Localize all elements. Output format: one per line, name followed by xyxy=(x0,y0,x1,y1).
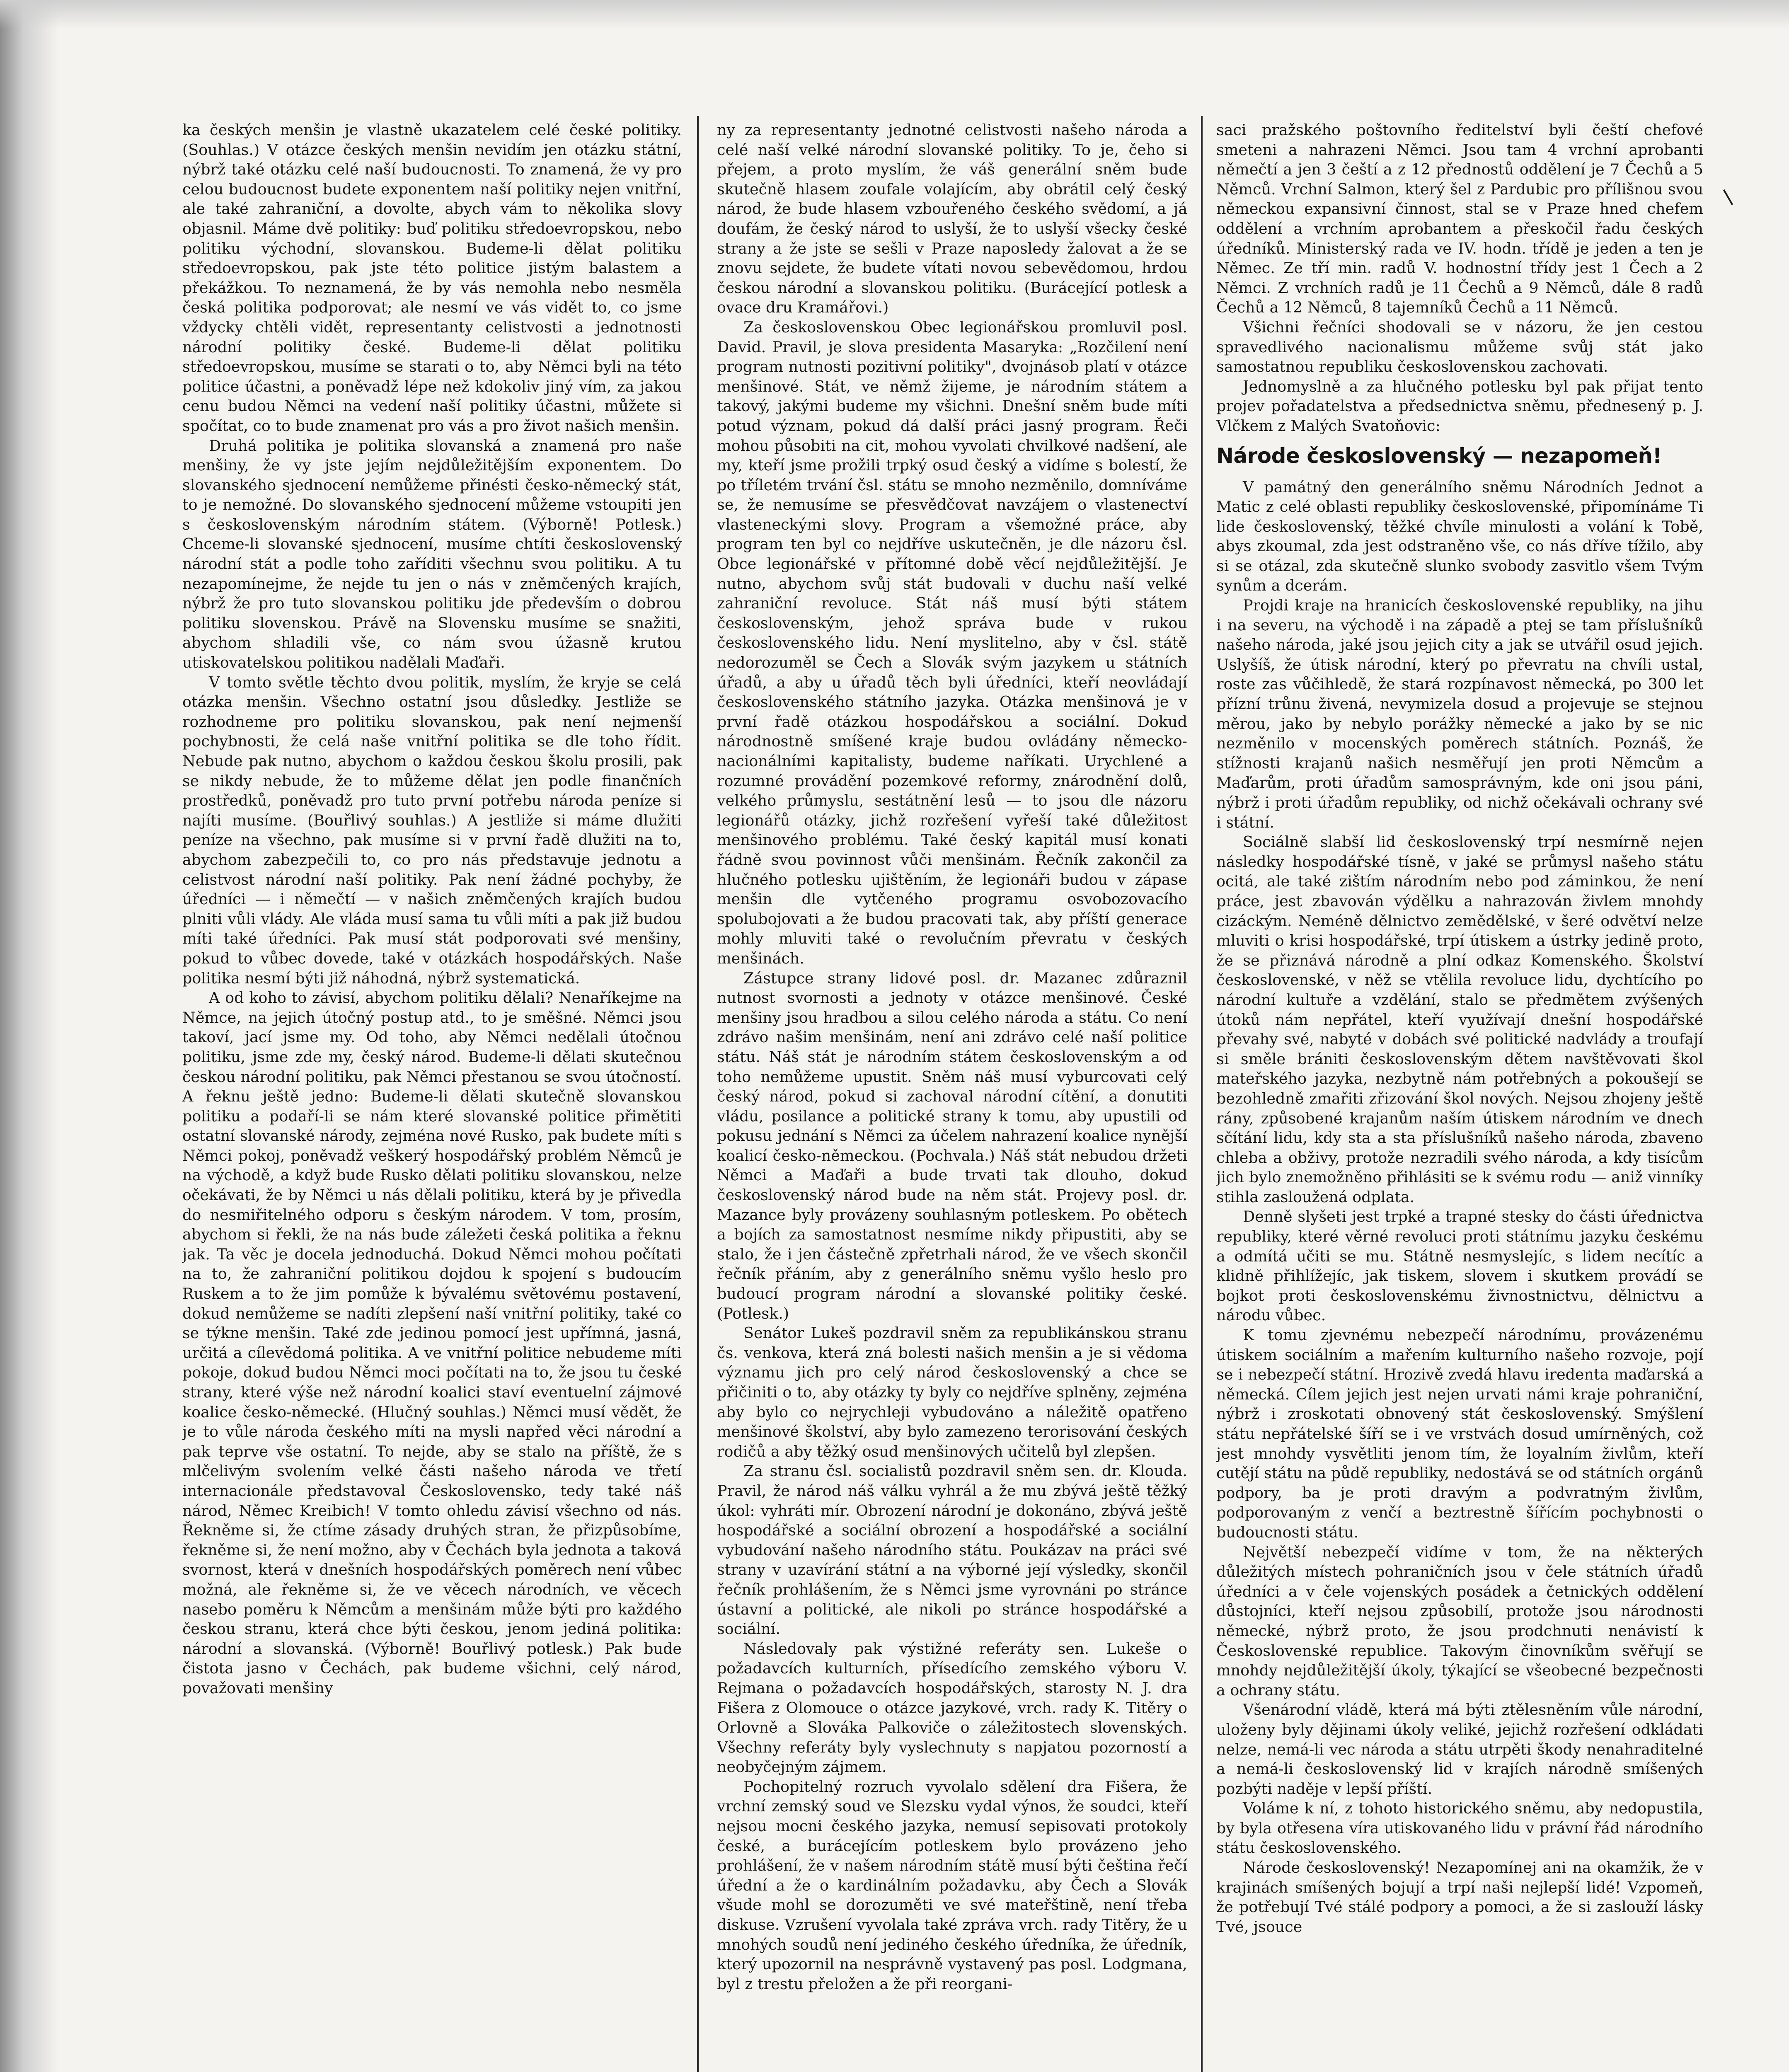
column-divider xyxy=(1201,116,1203,2072)
column-divider xyxy=(697,116,699,2072)
article-paragraph: Všenárodní vládě, která má býti ztělesněním vůle národní, uloženy byly dějinami úkoly veliké, jejichž rozřešení odkládati nelze, nemá-li vec národa a státu utrpěti škody nenahraditelné a nemá-li československý lid v krajích národně smíšených pozbýti naděje v lepší příští. xyxy=(1216,1701,1703,1798)
article-paragraph: Voláme k ní, z tohoto historického sněmu, aby nedopustila, by byla otřesena víra utiskovaného lidu v právní řád národního státu československého. xyxy=(1216,1799,1703,1857)
article-paragraph: Všichni řečníci shodovali se v názoru, že jen cestou spravedlivého nacionalismu můžeme svůj stát jako samostatnou republiku československou zachovati. xyxy=(1216,318,1703,376)
column-left xyxy=(182,120,682,2072)
article-paragraph: V památný den generálního sněmu Národních Jednot a Matic z celé oblasti republiky československé, připomínáme Ti lide československý, těžké chvíle minulosti a volání k Tobě, abys zkoumal, zda jest odstraněno vše, co nás dříve tížilo, aby si se otázal, zda skutečně slunko svobody zasvitlo všem Tvým synům a dcerám. xyxy=(1216,478,1703,595)
article-paragraph: Největší nebezpečí vidíme v tom, že na některých důležitých místech pohraničních jsou v čele státních úřadů úředníci a v čele vojenských posádek a četnických oddělení důstojníci, kteří nejsou způsobilí, protože jsou národnosti německé, nýbrž proto, že jsou prodchnuti nenávistí k Československé republice. Takovým činovníkům svěřují se mnohdy nejdůležitější úkoly, týkající se všeobecné bezpečnosti a ochrany státu. xyxy=(1216,1543,1703,1699)
scan-shadow-top xyxy=(0,0,1789,29)
article-paragraph: A od koho to závisí, abychom politiku dělali? Nenaříkejme na Němce, na jejich útočný postup atd., to je směšné. Němci jsou takoví, jací jsme my. Od toho, aby Němci nedělali útočnou politiku, jsme zde my, český národ. Budeme-li dělati skutečnou českou národní politiku, pak Němci přestanou se svou útočností. A řeknu ještě jedno: Budeme-li dělati skutečně slovanskou politiku a podaří-li se nám které slovanské politice přimětiti ostatní slovanské národy, zejména nové Rusko, pak budete míti s Němci pokoj, poněvadž veškerý hospodářský problém Němců je na východě, a když bude Rusko dělati politiku slovanskou, nelze očekávati, že by Němci u nás dělali politiku, která by je přivedla do nesmiřitelného odporu s českým národem. V tom, prosím, abychom si řekli, že na nás bude záležeti česká politika a řeknu jak. Ta věc je docela jednoduchá. Dokud Němci mohou počítati na to, že zahraniční politikou dojdou k spojení s budoucím Ruskem a to že jim pomůže k bývalému světovému postavení, dokud nemůžeme se nadíti zlepšení naší vnitřní politiky, také co se týkne menšin. Také zde jedinou pomocí jest upřímná, jasná, určitá a cílevědomá politika. A ve vnitřní politice nebudeme míti pokoje, dokud budou Němci moci počítati na to, že jsou tu české strany, které výše než národní koalici staví eventuelní zájmové koalice česko-německé. (Hlučný souhlas.) Němci musí vědět, že je to vůle národa českého míti na mysli napřed věci národní a pak teprve vše ostatní. To nejde, aby se stalo na příště, že s mlčelivým svolením velké části našeho národa ve třetí internacionále představoval Československo, tedy také náš národ, Němec Kreibich! V tomto ohledu závisí všechno od nás. Řekněme si, že ctíme zásady druhých stran, že přizpůsobíme, řekněme si, že není možno, aby v Čechách byla jednota a taková svornost, která v dnešních hospodářských poměrech není vůbec možná, ale řekněme si, že ve věcech národních, ve věcech nasebo poměru k Němcům a menšinám může býti pro každého českou stranu, která chce býti českou, jenom jediná politika: národní a slovanská. (Výborně! Bouřlivý potlesk.) Pak bude čistota jasno v Čechách, pak budeme všichni, celý národ, považovati menšiny xyxy=(182,989,682,1697)
column-right xyxy=(1216,120,1703,2072)
article-paragraph: Denně slyšeti jest trpké a trapné stesky do části úřednictva republiky, které věrné revoluci proti státnímu jazyku českému a odmítá učiti se mu. Státně nesmyslejíc, s lidem necítíc a klidně přihlížejíc, jak tiskem, slovem i skutkem provádí se bojkot proti československému živnostnictvu, dělnictvu a národu vůbec. xyxy=(1216,1208,1703,1324)
ink-stroke xyxy=(1723,189,1733,205)
article-paragraph: K tomu zjevnému nebezpečí národnímu, provázenému útiskem sociálním a mařením kulturního našeho rozvoje, pojí se i nebezpečí státní. Hrozivě zvedá hlavu iredenta maďarská a německá. Cílem jejich jest nejen urvati námi kraje pohraniční, nýbrž i zroskotati obnovený stát československý. Smýšlení státu nepřátelské šíří se i ve vrstvách dosud umírněných, což jest mnohdy vysvětliti jenom tím, že loyalním živlům, kteří cutějí státu na půdě republiky, nedostává se od státních orgánů podpory, ba je proti dravým a podvratným živlům, podporovaným z venčí a beztrestně šířícím pochybnosti o budoucnosti státu. xyxy=(1216,1326,1703,1541)
article-paragraph: Pochopitelný rozruch vyvolalo sdělení dra Fišera, že vrchní zemský soud ve Slezsku vydal výnos, že soudci, kteří nejsou mocni českého jazyka, nemusí sepisovati protokoly české, a burácejícím potleskem bylo provázeno jeho prohlášení, že v našem národním státě musí býti čeština řečí úřední a že o kardinálním požadavku, aby Čech a Slovák všude mohl se dorozuměti ve své mateřštině, není třeba diskuse. Vzrušení vyvolala také zpráva vrch. rady Titěry, že u mnohých soudů není jediného českého úředníka, že úředník, který upozornil na nesprávně vystavený pas posl. Lodgmana, byl z trestu přeložen a že při reorgani- xyxy=(717,1777,1187,1993)
article-paragraph: Senátor Lukeš pozdravil sněm za republikánskou stranu čs. venkova, která zná bolesti našich menšin a je si vědoma významu jich pro celý národ československý a chce se přičiniti o to, aby otázky ty byly co nejdříve splněny, zejména aby bylo co nejrychleji vybudováno a náležitě opatřeno menšinové školství, aby bylo zamezeno terorisování českých rodičů a aby těžký osud menšinových učitelů byl zlepšen. xyxy=(717,1324,1187,1460)
article-paragraph: Za stranu čsl. socialistů pozdravil sněm sen. dr. Klouda. Pravil, že národ náš válku vyhrál a že mu zbývá ještě těžký úkol: vyhráti mír. Obrození národní je dokonáno, zbývá ještě hospodářské a sociální obrození a hospodářské a sociální vybudování našeho národního státu. Poukázav na práci své strany v uzavírání státní a na výborné její výsledky, skončil řečník prohlášením, že s Němci jsme vyrovnáni po stránce ústavní a politické, ale nikoli po stránce hospodářské a sociální. xyxy=(717,1462,1187,1638)
article-paragraph: Projdi kraje na hranicích československé republiky, na jihu i na severu, na východě i na západě a ptej se tam příslušníků našeho národa, jaké jsou jejich city a jak se utvářil osud jejich. Uslyšíš, že útisk národní, který po převratu na chvíli ustal, roste zas vůčihledě, že stará rozpínavost německá, po 300 let přízní trůnu živená, nevymizela dosud a projevuje se stejnou měrou, jako by nebylo porážky německé a jako by se nic nezměnilo v mocenských poměrech státních. Poznáš, že stížnosti krajanů našich nesměřují jen proti Němcům a Maďarům, proti úřadům samosprávným, kde oni jsou páni, nýbrž i proti úřadům republiky, od nichž očekávali ochrany své i státní. xyxy=(1216,596,1703,831)
column-middle xyxy=(717,120,1187,2072)
article-paragraph: Národe československý! Nezapomínej ani na okamžik, že v krajinách smíšených bojují a trpí naši nejlepší lidé! Vzpomeň, že potřebují Tvé stálé podpory a pomoci, a že si zaslouží lásky Tvé, jsouce xyxy=(1216,1859,1703,1936)
article-paragraph: ny za representanty jednotné celistvosti našeho národa a celé naší velké národní slovanské politiky. To je, čeho si přejem, a proto myslím, že váš generální sněm bude skutečně hlasem zoufale volajícím, aby obrátil celý český národ, že bude hlasem vzbouřeného českého svědomí, a já doufám, že český národ to uslyší, že to uslyší všecky české strany a že jste se sešli v Praze naposledy žalovat a že se znovu sejdete, že budete vítati novou sebevědomou, hrdou českou národní a slovanskou politiku. (Burácející potlesk a ovace dru Kramářovi.) xyxy=(717,121,1187,317)
scan-shadow-left xyxy=(0,0,58,2072)
article-paragraph: Za československou Obec legionářskou promluvil posl. David. Pravil, je slova presidenta Masaryka: „Rozčilení není program nutnosti pozitivní politiky", dvojnásob platí v otázce menšinové. Stát, ve němž žijeme, je národním státem a takový, jakými budeme my všichni. Dnešní sněm bude míti potud význam, pokud dá další práci jasný program. Řeči mohou působiti na cit, mohou vyvolati chvilkové nadšení, ale my, kteří jsme prožili trpký osud český a vidíme s bolestí, že po tříletém trvání čsl. státu se mnoho nezměnilo, domníváme se, že nemusíme se přesvědčovat navzájem o vlastenectví vlasteneckými slovy. Program a všemožné práce, aby program ten byl co nejdříve uskutečněn, je dle názoru čsl. Obce legionářské v přítomné době věcí nejdůležitější. Je nutno, abychom svůj stát budovali v duchu naší velké zahraniční revoluce. Stát náš musí býti státem československým, jehož správa bude v rukou československého lidu. Není myslitelno, aby v čsl. státě nedorozuměl se Čech a Slovák svým jazykem u státních úřadů, a aby u úřadů těch byli úředníci, kteří neovládají československého státního jazyka. Otázka menšinová je v první řadě otázkou hospodářskou a sociální. Dokud národnostně smíšené kraje budou ovládány německo-nacionálními kapitalisty, budeme naříkati. Urychlené a rozumné provádění pozemkové reformy, znárodnění dolů, velkého průmyslu, sestátnění lesů — to jsou dle názoru legionářů otázky, jichž rozřešení vyřeší také důležitost menšinového problému. Také český kapitál musí konati řádně svou povinnost vůči menšinám. Řečník zakončil za hlučného potlesku ujištěním, že legionáři budou v zápase menšin dle vytčeného programu osvobozovacího spolubojovati a že budou pracovati tak, aby příští generace mohly mluviti také o revolučním převratu v českých menšinách. xyxy=(717,318,1187,967)
article-paragraph: V tomto světle těchto dvou politik, myslím, že kryje se celá otázka menšin. Všechno ostatní jsou důsledky. Jestliže se rozhodneme pro politiku slovanskou, pak není nejmenší pochybnosti, že celá naše vnitřní politika se dle toho řídit. Nebude pak nutno, abychom o každou českou školu prosili, pak se nikdy nebude, že to můžeme dělat jen podle finančních prostředků, poněvadž pro tuto první potřebu národa peníze si najíti musíme. (Bouřlivý souhlas.) A jestliže si máme dlužiti peníze na všechno, pak musíme si v první řadě dlužiti na to, abychom zabezpečili to, co pro nás představuje jednotu a celistvost národní naší politiky. Pak není žádné pochyby, že úředníci — i němečtí — v našich zněmčených krajích budou plniti vůli vlády. Ale vláda musí sama tu vůli míti a pak již budou míti také úředníci. Pak musí stát podporovati své menšiny, pokud to vůbec dovede, také v otázkách hospodářských. Naše politika nesmí býti již náhodná, nýbrž systematická. xyxy=(182,673,682,987)
article-paragraph: Následovaly pak výstižné referáty sen. Lukeše o požadavcích kulturních, přísedícího zemského výboru V. Rejmana o požadavcích hospodářských, starosty N. J. dra Fišera z Olomouce o otázce jazykové, vrch. rady K. Titěry o Orlovně a Slováka Palkoviče o záležitostech slovenských. Všechny referáty byly vyslechnuty s napjatou pozorností a neobyčejným zájmem. xyxy=(717,1639,1187,1776)
article-paragraph: saci pražského poštovního ředitelství byli čeští chefové smeteni a nahrazeni Němci. Jsou tam 4 vrchní aprobanti němečtí a jen 3 čeští a z 12 přednostů oddělení je 7 Čechů a 5 Němců. Vrchní Salmon, který šel z Pardubic pro přílišnou svou německou expansivní činnost, stal se v Praze hned chefem oddělení a vrchním aprobantem a přeskočil řadu českých úředníků. Ministerský rada ve IV. hodn. třídě je jeden a ten je Němec. Ze tří min. radů V. hodnostní třídy jest 1 Čech a 2 Němci. Z vrchních radů je 11 Čechů a 9 Němců, dále 8 radů Čechů a 12 Němců, 8 tajemníků Čechů a 11 Němců. xyxy=(1216,121,1703,317)
article-paragraph: Zástupce strany lidové posl. dr. Mazanec zdůraznil nutnost svornosti a jednoty v otázce menšinové. České menšiny jsou hradbou a silou celého národa a státu. Co není zdrávo našim menšinám, není ani zdrávo celé naší politice státu. Náš stát je národním státem československým a od toho nemůžeme upustit. Sněm náš musí vyburcovati celý český národ, pokud si zachoval národní cítění, a donutiti vládu, posilance a politické strany k tomu, aby upustili od pokusu jednání s Němci za účelem nahrazení koalice nynější koalicí česko-německou. (Pochvala.) Náš stát nebudou držeti Němci a Maďaři a bude trvati tak dlouho, dokud československý národ bude na něm stát. Projevy posl. dr. Mazance byly provázeny souhlasným potleskem. Po obětech a bojích za samostatnost nesmíme nikdy připustiti, aby se stalo, že i jen částečně zpřetrhali národ, že ve všech skončil řečník přáním, aby z generálního sněmu vyšlo heslo pro budoucí program národní a slovanské politiky české. (Potlesk.) xyxy=(717,969,1187,1322)
article-paragraph: ka českých menšin je vlastně ukazatelem celé české politiky. (Souhlas.) V otázce českých menšin nevidím jen otázku státní, nýbrž také otázku celé naší budoucnosti. To znamená, že vy pro celou budoucnost budete exponentem naší politiky nejen vnitřní, ale také zahraniční, a dovolte, abych vám to několika slovy objasnil. Máme dvě politiky: buď politiku středoevropskou, nebo politiku východní, slovanskou. Budeme-li dělat politiku středoevropskou, pak jste této politice jistým balastem a překážkou. To neznamená, že by vás nemohla nebo nesměla česká politika podporovat; ale nesmí ve vás vidět to, co jsme vždycky chtěli vidět, representanty celistvosti a jednotnosti národní politiky české. Budeme-li dělat politiku středoevropskou, musíme se starati o to, aby Němci byli na této politice účastni, a poněvadž lépe než kdokoliv jiný vím, za jakou cenu budou Němci na vedení naší politiky účastni, můžete si spočítat, co to bude znamenat pro vás a pro život našich menšin. xyxy=(182,121,682,435)
article-paragraph: Druhá politika je politika slovanská a znamená pro naše menšiny, že vy jste jejím nejdůležitějším exponentem. Do slovanského sjednocení nemůžeme přinésti česko-německý stát, to je nemožné. Do slovanského sjednocení můžeme vstoupiti jen s československým národním státem. (Výborně! Potlesk.) Chceme-li slovanské sjednocení, musíme chtíti československý národní stát a podle toho zaříditi všechnu svou politiku. A tu nezapomínejme, že nejde tu jen o nás v zněmčených krajích, nýbrž že pro tuto slovanskou politiku jde především o dobrou politiku slovenskou. Právě na Slovensku musíme se snažiti, abychom shladili vše, co nám svou úžasně krutou utiskovatelskou politikou nadělali Maďaři. xyxy=(182,436,682,672)
article-paragraph: Jednomyslně a za hlučného potlesku byl pak přijat tento projev pořadatelstva a předsednictva sněmu, přednesený p. J. Vlčkem z Malých Svatoňovic: xyxy=(1216,377,1703,435)
article-paragraph: Sociálně slabší lid československý trpí nesmírně nejen následky hospodářské tísně, v jaké se průmysl našeho státu ocitá, ale také zištím národním nebo pod záminkou, že není práce, jest zbavován výdělku a nahrazován živlem mnohdy cizáckým. Neméně dělnictvo zemědělské, v šeré odvětví nelze mluviti o krisi hospodářské, trpí útiskem a ústrky jedině proto, že se přiznává národně a plní odkaz Komenského. Školství československé, v něž se vtělila revoluce lidu, dychtícího po národní kultuře a vzdělání, stalo se předmětem zvýšených útoků nám nepřátel, kteří využívají dnešní hospodářské převahy své, nabyté v dobách své politické nadvlády a troufají si směle brániti československým dětem navštěvovati škol mateřského jazyka, nezbytně nám potřebných a pokoušejí se bezohledně zmařiti zřizování škol nových. Nejsou zhojeny ještě rány, způsobené krajanům naším útiskem národním ve dnech sčítání lidu, kdy sta a sta příslušníků našeho národa, zbaveno chleba a obživy, protože nezradili svého národa, a kdy tisícům jich bylo znemožněno přihlásiti se k svému rodu — aniž vinníky stihla zasloužená odplata. xyxy=(1216,833,1703,1206)
proclamation-heading: Národe československý — nezapomeň! xyxy=(1216,443,1662,468)
